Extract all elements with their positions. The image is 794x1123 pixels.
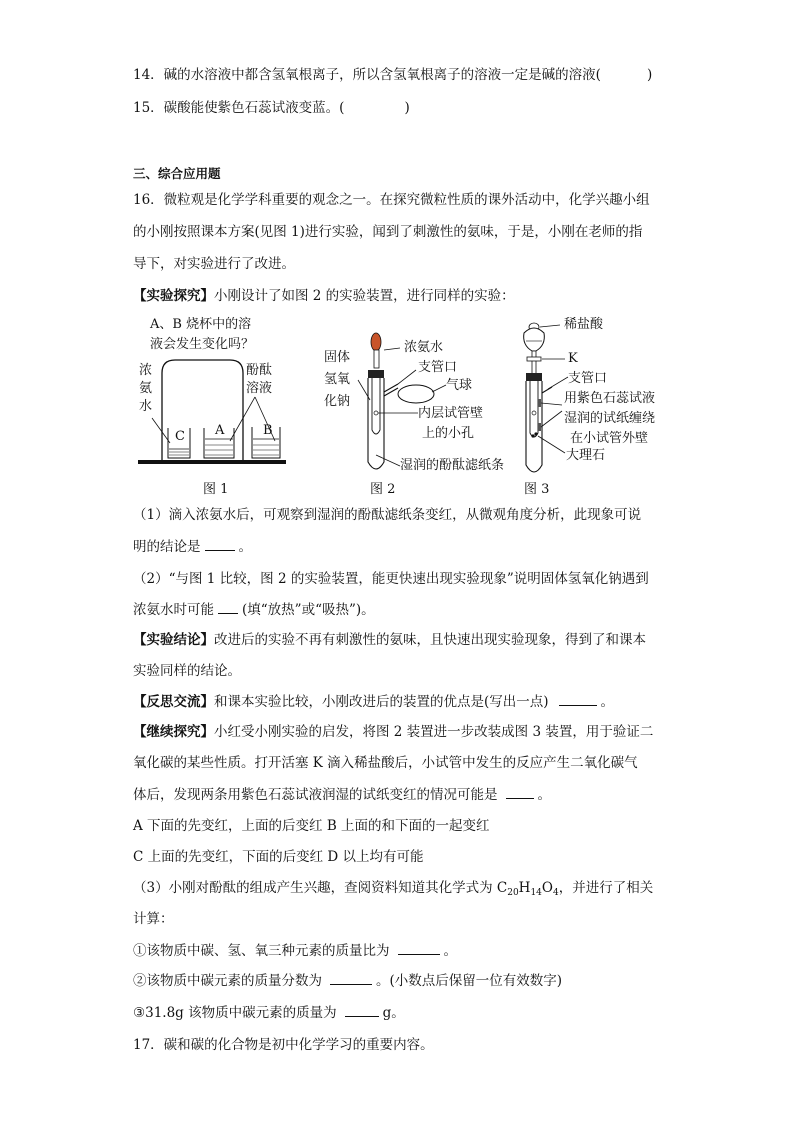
figure-2 bbox=[318, 330, 518, 495]
answer-blank-5[interactable] bbox=[398, 942, 440, 955]
section-title: 三、综合应用题 bbox=[133, 166, 221, 181]
fig3-litmus-label-1: 用紫色石蕊试液 bbox=[564, 391, 656, 406]
fig1-question-line1: A、B 烧杯中的溶 bbox=[150, 317, 252, 332]
calc-2: ②该物质中碳元素的质量分数为 。(小数点后保留一位有效数字) bbox=[133, 973, 563, 989]
fig2-hole-label-2: 上的小孔 bbox=[422, 426, 475, 441]
figure-3 bbox=[510, 315, 700, 495]
fig2-port-label: 支管口 bbox=[418, 360, 458, 375]
fig2-caption: 图 2 bbox=[370, 482, 396, 497]
fig1-ammonia-label-3: 水 bbox=[139, 399, 153, 414]
answer-blank-4[interactable] bbox=[506, 786, 534, 799]
reflection-line: 【反思交流】和课本实验比较，小刚改进后的装置的优点是(写出一点) 。 bbox=[133, 694, 615, 710]
fig1-phenol-label-1: 酚酞 bbox=[246, 363, 273, 378]
calc-1: ①该物质中碳、氢、氧三种元素的质量比为 。 bbox=[133, 943, 457, 959]
answer-blank-1[interactable] bbox=[205, 538, 235, 551]
q16-line3: 导下，对实验进行了改进。 bbox=[133, 256, 295, 272]
conclusion-line1: 【实验结论】改进后的实验不再有刺激性的氨味，且快速出现实验现象，得到了和课本 bbox=[133, 632, 646, 648]
part3-line2: 计算： bbox=[133, 911, 174, 927]
question-17: 17．碳和碳的化合物是初中化学学习的重要内容。 bbox=[133, 1037, 434, 1053]
fig2-ammonia-label: 浓氨水 bbox=[404, 340, 444, 355]
part1-line2: 明的结论是 。 bbox=[133, 539, 252, 555]
fig2-solid-label-3: 化钠 bbox=[324, 394, 351, 409]
continue-line3: 体后，发现两条用紫色石蕊试液润湿的试纸变红的情况可能是 。 bbox=[133, 787, 551, 803]
q16-line1: 16．微粒观是化学学科重要的观念之一。在探究微粒性质的课外活动中，化学兴趣小组 bbox=[133, 192, 650, 208]
fig1-phenol-label-2: 溶液 bbox=[246, 381, 273, 396]
fig3-marble-label: 大理石 bbox=[566, 448, 606, 463]
fig1-ammonia-label-1: 浓 bbox=[139, 363, 153, 378]
fig1-caption: 图 1 bbox=[203, 482, 229, 497]
continue-line2: 氧化碳的某些性质。打开活塞 K 滴入稀盐酸后，小试管中发生的反应产生二氧化碳气 bbox=[133, 755, 638, 771]
fig1-question-line2: 液会发生变化吗？ bbox=[150, 337, 255, 352]
beaker-a-label: A bbox=[215, 423, 225, 438]
fig3-port-label: 支管口 bbox=[568, 371, 608, 386]
answer-blank-2[interactable] bbox=[218, 601, 238, 614]
answer-blank-3[interactable] bbox=[559, 693, 597, 706]
beaker-c-label: C bbox=[175, 429, 185, 444]
part1-line1: （1）滴入浓氨水后，可观察到湿润的酚酞滤纸条变红，从微观角度分析，此现象可说 bbox=[133, 507, 642, 523]
part3-line1: （3）小刚对酚酞的组成产生兴趣，查阅资料知道其化学式为 $C_{20}H_{14}O_4$，并进行了相关 bbox=[133, 880, 654, 898]
fig3-k-label: K bbox=[568, 351, 578, 366]
options-ab: A 下面的先变红，上面的后变红 B 上面的和下面的一起变红 bbox=[133, 818, 490, 834]
continue-line1: 【继续探究】小红受小刚实验的启发，将图 2 装置进一步改装成图 3 装置，用于验证二 bbox=[133, 724, 654, 740]
fig3-litmus-label-2: 湿润的试纸缠绕 bbox=[564, 411, 656, 426]
answer-blank-6[interactable] bbox=[330, 972, 372, 985]
beaker-b-label: B bbox=[263, 423, 273, 438]
fig2-solid-label-2: 氢氧 bbox=[324, 372, 351, 387]
fig2-solid-label-1: 固体 bbox=[324, 350, 351, 365]
part2-line1: （2）“与图 1 比较，图 2 的实验装置，能更快速出现实验现象”说明固体氢氧化钠遇到 bbox=[133, 571, 649, 587]
q16-line2: 的小刚按照课本方案(见图 1)进行实验，闻到了刺激性的氨味，于是，小刚在老师的指 bbox=[133, 224, 643, 240]
fig2-balloon-label: 气球 bbox=[446, 378, 473, 393]
fig3-litmus-label-3: 在小试管外壁 bbox=[570, 431, 649, 446]
fig3-caption: 图 3 bbox=[524, 482, 550, 497]
fig2-hole-label-1: 内层试管壁 bbox=[418, 406, 484, 421]
conclusion-line2: 实验同样的结论。 bbox=[133, 663, 241, 679]
question-14: 14．碱的水溶液中都含氢氧根离子，所以含氢氧根离子的溶液一定是碱的溶液( ) bbox=[133, 67, 653, 83]
figure-1 bbox=[130, 315, 305, 495]
part2-line2: 浓氨水时可能 (填“放热”或“吸热”)。 bbox=[133, 602, 375, 618]
calc-3: ③31.8g 该物质中碳元素的质量为 g。 bbox=[133, 1005, 405, 1021]
explore-line: 【实验探究】小刚设计了如图 2 的实验装置，进行同样的实验： bbox=[133, 288, 515, 304]
fig3-acid-label: 稀盐酸 bbox=[564, 317, 604, 332]
question-15: 15．碳酸能使紫色石蕊试液变蓝。( ) bbox=[133, 100, 410, 116]
fig1-ammonia-label-2: 氨 bbox=[139, 381, 153, 396]
options-cd: C 上面的先变红，下面的后变红 D 以上均有可能 bbox=[133, 849, 424, 865]
answer-blank-7[interactable] bbox=[345, 1004, 379, 1017]
fig2-paper-label: 湿润的酚酞滤纸条 bbox=[400, 458, 505, 473]
